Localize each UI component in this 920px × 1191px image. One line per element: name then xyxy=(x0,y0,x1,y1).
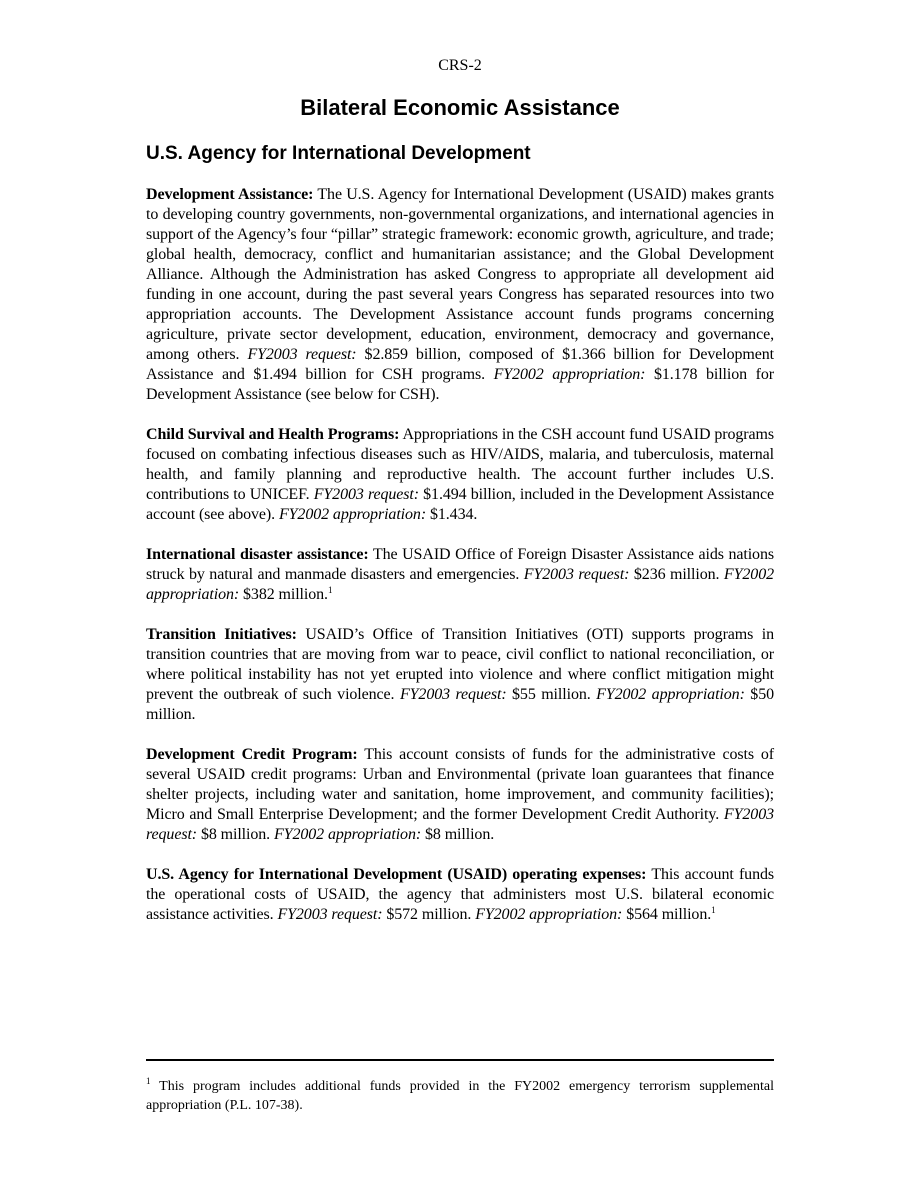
paragraph-text: The USAID Office of Foreign Disaster Assistance aids nations struck by natural and manmade disasters and emergencies. xyxy=(146,546,774,583)
paragraph-text: This account consists of funds for the administrative costs of several USAID credit programs: Urban and Environmental (private loan guarantees that finance shelter projects, including water and sanitation, home improvement, and community facilities); Micro and Small Enterprise Development; and the former Development Credit Authority. xyxy=(146,746,775,823)
footnote xyxy=(146,1077,774,1115)
section-heading: U.S. Agency for International Development xyxy=(146,143,531,164)
page-title: Bilateral Economic Assistance xyxy=(300,95,620,120)
appropriation-text: $8 million. xyxy=(421,826,495,843)
request-text: $236 million. xyxy=(629,566,724,583)
paragraph-disaster-assistance xyxy=(146,545,774,605)
paragraph-text: The U.S. Agency for International Development (USAID) makes grants to developing country governments, non-governmental organizations, and international agencies in support of the Agency’s four “pillar” strategic framework: economic growth, agriculture, and trade; global health, democracy, conflict and humanitarian assistance; and the Global Development Alliance. Although the Administration has asked Congress to appropriate all development aid funding in one account, during the past several years Congress has separated resources into two appropriation accounts. The Development Assistance account funds programs concerning agriculture, private sector development, education, environment, democracy and governance, among others. xyxy=(146,186,774,363)
request-label: FY2003 request: xyxy=(247,346,357,363)
paragraph-text: USAID’s Office of Transition Initiatives (OTI) supports programs in transition countries that are moving from war to peace, civil conflict to national reconciliation, or where political instability has not yet erupted into violence and where conflict mitigation might prevent the outbreak of such violence. xyxy=(146,626,774,703)
appropriation-text: $564 million. xyxy=(622,906,712,923)
appropriation-label: FY2002 appropriation: xyxy=(273,826,422,843)
appropriation-label: FY2002 appropriation: xyxy=(475,906,623,923)
request-text: $55 million. xyxy=(506,686,597,703)
request-label: FY2003 request: xyxy=(399,686,507,703)
paragraph-label: International disaster assistance: xyxy=(146,546,369,563)
request-text: $8 million. xyxy=(197,826,274,843)
appropriation-text: $50 million. xyxy=(146,686,774,723)
appropriation-label: FY2002 appropriation: xyxy=(493,366,646,383)
request-label: FY2003 request: xyxy=(146,806,774,843)
paragraph-operating-expenses xyxy=(146,865,774,925)
appropriation-label: FY2002 appropriation: xyxy=(278,506,427,523)
paragraph-child-survival xyxy=(146,425,774,525)
footnote-reference: 1 xyxy=(327,585,333,595)
paragraph-text: Appropriations in the CSH account fund USAID programs focused on combating infectious diseases such as HIV/AIDS, malaria, and tuberculosis, maternal health, and family planning and reproductive health. The account further includes U.S. contributions to UNICEF. xyxy=(146,426,774,503)
footnote-marker: 1 xyxy=(146,1076,151,1086)
request-text: $1.494 billion, included in the Development Assistance account (see above). xyxy=(146,486,774,523)
request-label: FY2003 request: xyxy=(277,906,383,923)
footnote-reference: 1 xyxy=(711,905,716,915)
document-body xyxy=(146,185,774,945)
request-text: $572 million. xyxy=(382,906,476,923)
footnote-text: This program includes additional funds provided in the FY2002 emergency terrorism supplemental appropriation (P.L. 107-38). xyxy=(146,1079,774,1113)
appropriation-text: $382 million. xyxy=(239,586,328,603)
appropriation-label: FY2002 appropriation: xyxy=(146,566,774,603)
paragraph-development-credit xyxy=(146,745,774,845)
paragraph-development-assistance xyxy=(146,185,774,405)
paragraph-label: Child Survival and Health Programs: xyxy=(146,426,400,443)
appropriation-text: $1.178 billion for Development Assistance (see below for CSH). xyxy=(146,366,774,403)
appropriation-label: FY2002 appropriation: xyxy=(596,686,745,703)
paragraph-transition-initiatives xyxy=(146,625,774,725)
appropriation-text: $1.434. xyxy=(426,506,478,523)
page-number: CRS-2 xyxy=(438,57,482,74)
paragraph-label: Development Credit Program: xyxy=(146,746,358,763)
paragraph-label: Transition Initiatives: xyxy=(146,626,297,643)
request-text: $2.859 billion, composed of $1.366 billion for Development Assistance and $1.494 billion for CSH programs. xyxy=(146,346,775,383)
footnote-divider xyxy=(146,1059,774,1061)
paragraph-text: This account funds the operational costs of USAID, the agency that administers most U.S. bilateral economic assistance activities. xyxy=(146,866,774,923)
request-label: FY2003 request: xyxy=(313,486,419,503)
paragraph-label: Development Assistance: xyxy=(146,186,314,203)
paragraph-label: U.S. Agency for International Development (USAID) operating expenses: xyxy=(146,866,647,883)
request-label: FY2003 request: xyxy=(523,566,630,583)
